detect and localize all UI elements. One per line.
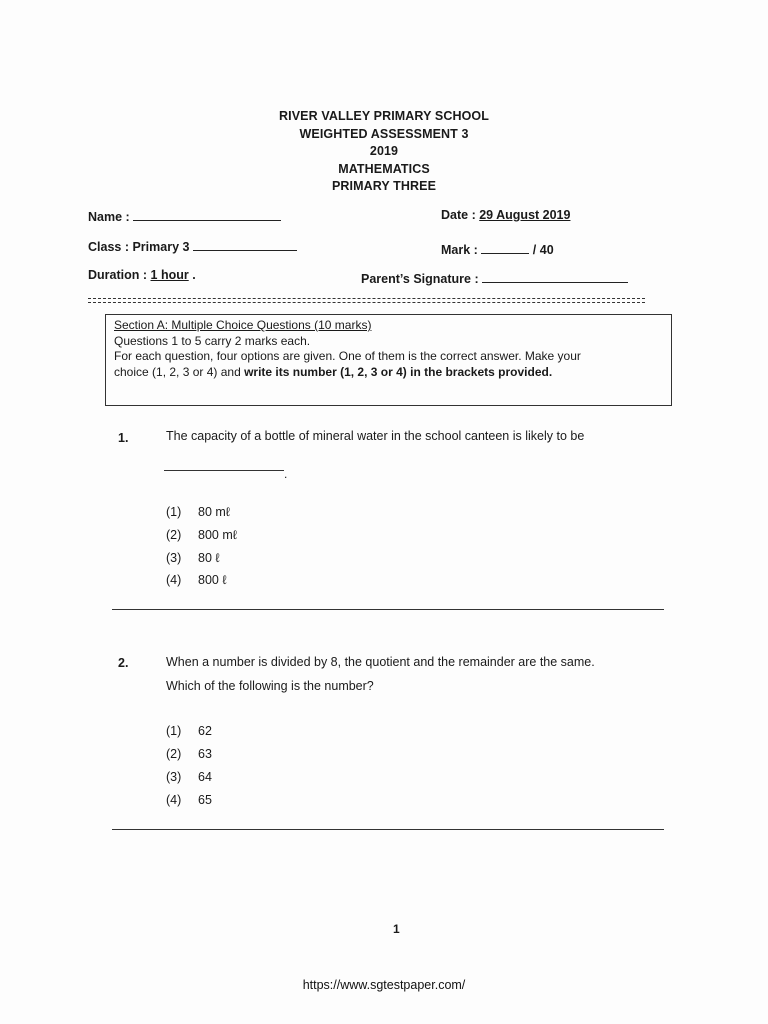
- option-number: (3): [166, 551, 182, 565]
- date-field: [441, 208, 570, 222]
- question-text: Which of the following is the number?: [166, 679, 374, 693]
- instruction-bold-part: write its number (1, 2, 3 or 4) in the brackets provided.: [244, 364, 553, 379]
- option-item: [166, 551, 219, 565]
- question-number: 1.: [118, 431, 129, 445]
- section-marks-note: Questions 1 to 5 carry 2 marks each.: [114, 333, 311, 348]
- section-instruction-line: For each question, four options are given. One of them is the correct answer. Make your: [114, 349, 581, 363]
- option-item: [166, 770, 212, 784]
- exam-header: [0, 108, 768, 196]
- instruction-part: choice (1, 2, 3 or 4) and: [114, 364, 245, 379]
- question-text: When a number is divided by 8, the quotient and the remainder are the same.: [166, 655, 595, 669]
- mark-label: Mark :: [441, 243, 478, 257]
- duration-suffix: .: [192, 268, 196, 282]
- page-number: 1: [393, 922, 400, 936]
- answer-blank-period: .: [284, 467, 288, 481]
- option-number: (3): [166, 770, 182, 784]
- option-item: [166, 528, 237, 542]
- duration-field: [88, 268, 196, 282]
- option-value: 64: [198, 770, 212, 784]
- option-value: 65: [198, 793, 212, 807]
- question-number: 2.: [118, 656, 129, 670]
- name-label: Name :: [88, 210, 130, 224]
- question-text: The capacity of a bottle of mineral water in the school canteen is likely to be: [166, 429, 585, 443]
- source-url[interactable]: https://www.sgtestpaper.com/: [302, 978, 466, 992]
- option-value: 800 ℓ: [198, 573, 227, 587]
- section-title: Section A: Multiple Choice Questions (10 marks): [114, 318, 372, 332]
- option-item: [166, 505, 230, 519]
- signature-label: Parent’s Signature :: [361, 272, 479, 286]
- option-number: (2): [166, 528, 182, 542]
- class-label: Class : Primary 3: [88, 240, 190, 254]
- section-instructions-box: [105, 314, 672, 406]
- mark-blank: [481, 240, 529, 254]
- option-value: 80 mℓ: [198, 505, 230, 519]
- section-instruction-line: [114, 365, 671, 381]
- option-item: [166, 724, 212, 738]
- exam-year: 2019: [369, 144, 399, 158]
- mark-total: / 40: [532, 243, 554, 257]
- subject-title: MATHEMATICS: [338, 161, 430, 176]
- date-value: 29 August 2019: [479, 208, 571, 222]
- option-item: [166, 793, 212, 807]
- option-item: [166, 573, 226, 587]
- option-number: (1): [166, 724, 182, 738]
- signature-blank: [482, 269, 628, 283]
- duration-value: 1 hour: [150, 268, 189, 282]
- option-number: (4): [166, 573, 182, 587]
- header-divider: [88, 298, 645, 303]
- option-value: 63: [198, 747, 212, 761]
- date-label: Date :: [441, 208, 476, 222]
- duration-label: Duration :: [88, 268, 148, 282]
- option-value: 80 ℓ: [198, 551, 220, 565]
- mark-field: [441, 240, 554, 257]
- option-value: 800 mℓ: [198, 528, 237, 542]
- assessment-title: WEIGHTED ASSESSMENT 3: [299, 126, 469, 141]
- option-number: (2): [166, 747, 182, 761]
- class-blank: [193, 237, 297, 251]
- question-divider: [112, 609, 664, 610]
- answer-blank: [164, 470, 284, 471]
- level-title: PRIMARY THREE: [331, 179, 437, 193]
- signature-field: [361, 269, 628, 286]
- name-blank: [133, 207, 281, 221]
- class-field: [88, 237, 297, 254]
- school-name: RIVER VALLEY PRIMARY SCHOOL: [279, 109, 489, 123]
- name-field: [88, 207, 281, 224]
- option-number: (4): [166, 793, 182, 807]
- option-number: (1): [166, 505, 182, 519]
- option-value: 62: [198, 724, 212, 738]
- question-divider: [112, 829, 664, 830]
- option-item: [166, 747, 212, 761]
